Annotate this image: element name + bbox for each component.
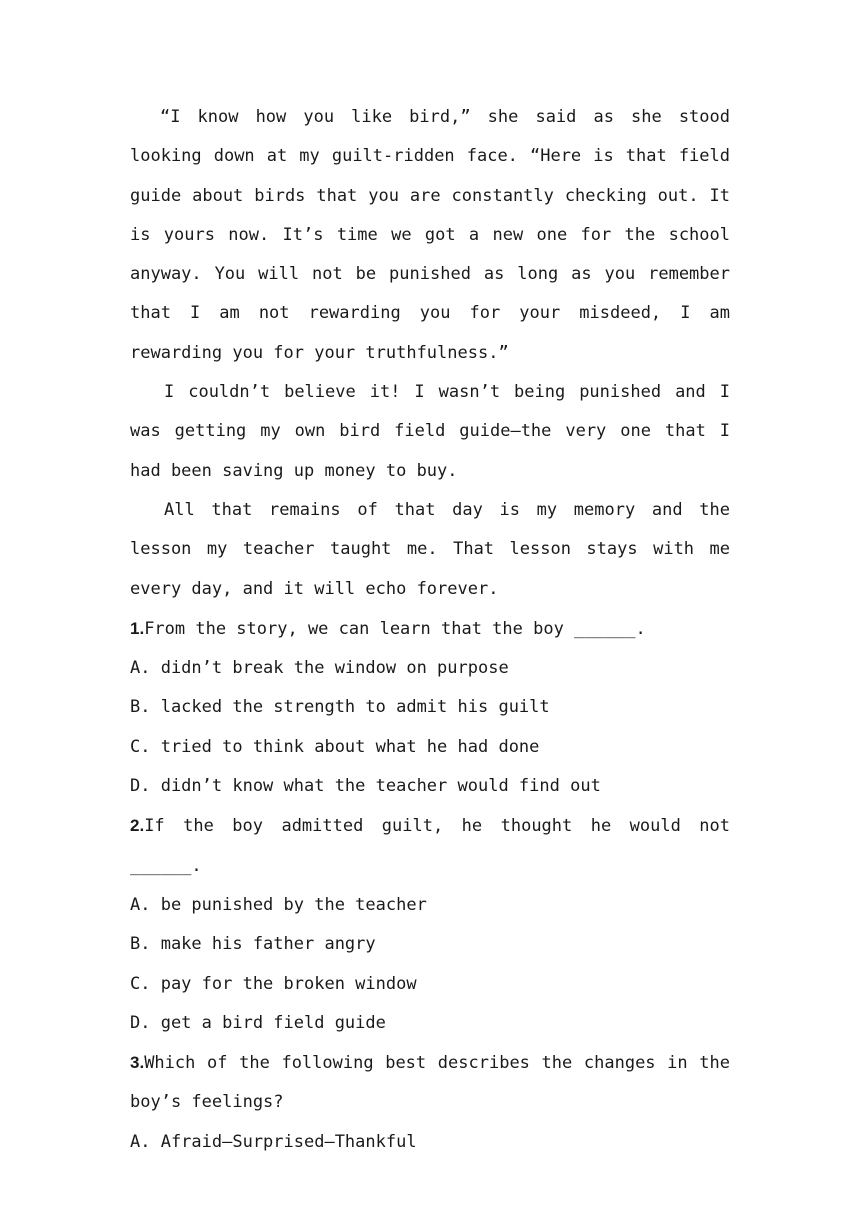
question-1-option-a: A. didn’t break the window on purpose	[130, 658, 509, 679]
question-2-stem	[130, 806, 730, 886]
question-1-option-c: C. tried to think about what he had done	[130, 736, 540, 757]
question-1-option-b: B. lacked the strength to admit his guilt	[130, 697, 550, 718]
question-1-number: 1.	[130, 618, 145, 638]
question-1-text: From the story, we can learn that the boy ______.	[144, 618, 646, 639]
question-2-option-b: B. make his father angry	[130, 934, 376, 955]
question-3-text: Which of the following best describes the changes in the boy’s feelings?	[130, 1053, 730, 1113]
document-page	[130, 98, 730, 1162]
question-3-option-a: A. Afraid—Surprised—Thankful	[130, 1131, 417, 1152]
question-1-stem	[130, 609, 730, 649]
question-2-text: If the boy admitted guilt, he thought he would not ______.	[130, 816, 730, 876]
question-2-option-c: C. pay for the broken window	[130, 973, 417, 994]
question-3	[130, 1043, 730, 1162]
question-2	[130, 806, 730, 1043]
question-3-stem	[130, 1043, 730, 1123]
passage-paragraph-2: I couldn’t believe it! I wasn’t being punished and I was getting my own bird field guide—the very one that I had been saving up money to buy.	[130, 382, 730, 481]
question-2-number: 2.	[130, 816, 145, 836]
question-1-option-d: D. didn’t know what the teacher would find out	[130, 776, 601, 797]
question-1	[130, 609, 730, 806]
passage-paragraph-1: “I know how you like bird,” she said as she stood looking down at my guilt-ridden face. “Here is that field guide about birds that you are constantly checking out. It is yours now. It’s time we got a new one for the school anyway. You will not be punished as long as you remember that I am not rewarding you for your misdeed, I am rewarding you for your truthfulness.”	[130, 107, 730, 363]
question-2-option-a: A. be punished by the teacher	[130, 894, 427, 915]
passage-paragraph-3: All that remains of that day is my memory and the lesson my teacher taught me. That lesson stays with me every day, and it will echo forever.	[130, 499, 730, 599]
question-3-number: 3.	[130, 1053, 145, 1073]
question-2-option-d: D. get a bird field guide	[130, 1012, 386, 1033]
